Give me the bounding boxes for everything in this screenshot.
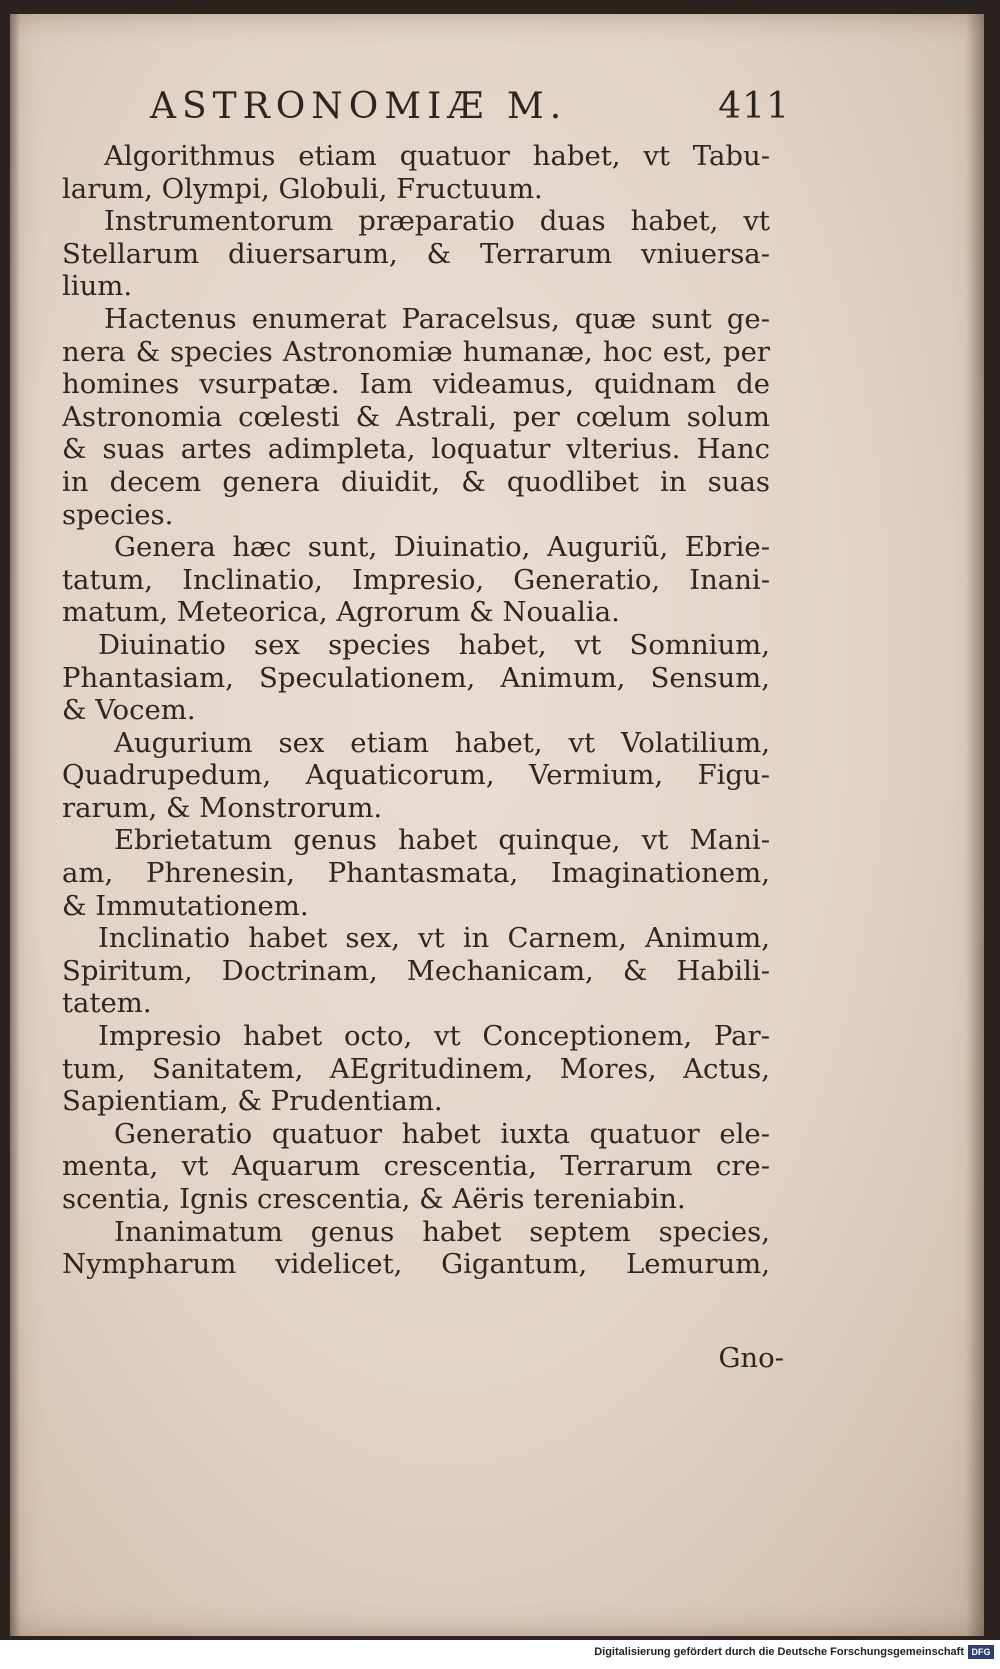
page-edge-shadow [966, 14, 984, 1636]
text-line: menta, vt Aquarum crescentia, Terrarum cre- [62, 1150, 770, 1183]
text-line: lium. [62, 270, 133, 303]
text-line: larum, Olympi, Globuli, Fructuum. [62, 172, 543, 205]
text-line: species. [62, 498, 174, 531]
text-line: Hactenus enumerat Paracelsus, quæ sunt ge- [104, 302, 770, 335]
text-line: in decem genera diuidit, & quodlibet in suas [62, 465, 770, 498]
text-line: & suas artes adimpleta, loquatur vlterius. Hanc [62, 433, 770, 466]
text-line: Augurium sex etiam habet, vt Volatilium, [114, 726, 770, 759]
text-line: Nympharum videlicet, Gigantum, Lemurum, [62, 1248, 770, 1281]
text-line: Ebrietatum genus habet quinque, vt Mani- [114, 824, 770, 857]
text-line: rarum, & Monstrorum. [62, 791, 383, 824]
text-line: Instrumentorum præparatio duas habet, vt [104, 205, 770, 238]
text-line: scentia, Ignis crescentia, & Aëris tereniabin. [62, 1183, 686, 1215]
text-line: & Immutationem. [62, 889, 309, 922]
catchword: Gno- [718, 1342, 784, 1374]
text-line: tatem. [62, 987, 152, 1020]
footer-bar [0, 1640, 1000, 1669]
text-line: am, Phrenesin, Phantasmata, Imaginationem, [62, 857, 770, 890]
text-line: Algorithmus etiam quatuor habet, vt Tabu- [104, 140, 770, 172]
text-line: homines vsurpatæ. Iam videamus, quidnam de [62, 368, 770, 401]
text-line: matum, Meteorica, Agrorum & Noualia. [62, 596, 620, 629]
text-line: Phantasiam, Speculationem, Animum, Sensum, [62, 661, 770, 694]
text-line: Inanimatum genus habet septem species, [114, 1215, 770, 1248]
text-line: tatum, Inclinatio, Impresio, Generatio, Inani- [62, 563, 770, 596]
text-line: Genera hæc sunt, Diuinatio, Auguriũ, Ebrie- [114, 531, 770, 564]
text-line: Stellarum diuersarum, & Terrarum vniuersa- [62, 237, 770, 270]
text-line: Generatio quatuor habet iuxta quatuor ele- [114, 1117, 770, 1150]
text-line: Diuinatio sex species habet, vt Somnium, [98, 628, 770, 661]
text-line: tum, Sanitatem, AEgritudinem, Mores, Actus, [62, 1052, 770, 1085]
page-gutter-shadow [10, 14, 20, 1636]
funding-credit: Digitalisierung gefördert durch die Deutsche Forschungsgemeinschaft [594, 1646, 964, 1658]
body-text [62, 140, 770, 1281]
text-line: nera & species Astronomiæ humanæ, hoc est, per [62, 335, 770, 368]
text-line: Sapientiam, & Prudentiam. [62, 1085, 443, 1118]
text-line: Impresio habet octo, vt Conceptionem, Par- [98, 1020, 770, 1053]
text-line: Quadrupedum, Aquaticorum, Vermium, Figu- [62, 759, 770, 792]
text-line: Spiritum, Doctrinam, Mechanicam, & Habili- [62, 954, 770, 987]
text-line: Astronomia cœlesti & Astrali, per cœlum solum [62, 400, 770, 433]
running-title: ASTRONOMIÆ M. [150, 86, 568, 127]
text-line: & Vocem. [62, 694, 196, 727]
text-line: Inclinatio habet sex, vt in Carnem, Animum, [98, 922, 770, 955]
dfg-logo-icon: DFG [968, 1645, 994, 1659]
page-number: 411 [718, 86, 790, 127]
